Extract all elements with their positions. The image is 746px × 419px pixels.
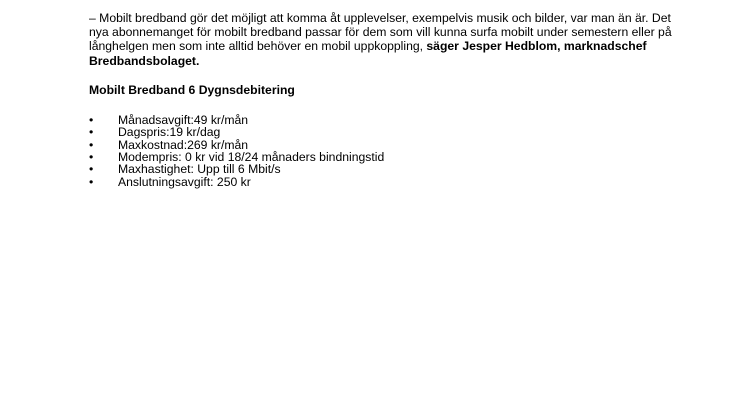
offer-heading: Mobilt Bredband 6 Dygnsdebitering (89, 82, 295, 97)
list-item (89, 176, 689, 188)
bullet-icon: • (89, 137, 94, 152)
list-item-text: Anslutningsavgift: 250 kr (118, 174, 251, 189)
bullet-icon: • (89, 112, 94, 127)
bullet-icon: • (89, 125, 94, 140)
bullet-icon: • (89, 162, 94, 177)
bullet-icon: • (89, 174, 94, 189)
quote-attribution: säger Jesper Hedblom, marknadschef Bredbandsbolaget. (89, 39, 647, 68)
list-item-text: Maxhastighet: Upp till 6 Mbit/s (118, 162, 281, 177)
document-page (89, 11, 689, 188)
quote-text: – Mobilt bredband gör det möjligt att komma åt upplevelser, exempelvis musik och bilder, var man än är. Det nya abonnemanget för mobilt bredband passar för dem som vill kunna surfa mobilt under semestern eller på långhelgen men som inte alltid behöver en mobil uppkoppling, (89, 11, 672, 54)
list-item-text: Maxkostnad:269 kr/mån (118, 137, 249, 152)
list-item-text: Dagspris:19 kr/dag (118, 125, 221, 140)
list-item-text: Modempris: 0 kr vid 18/24 månaders bindningstid (118, 150, 385, 165)
list-item-text: Månadsavgift:49 kr/mån (118, 112, 249, 127)
quote-paragraph (89, 11, 689, 68)
offer-list (89, 114, 689, 188)
bullet-icon: • (89, 150, 94, 165)
